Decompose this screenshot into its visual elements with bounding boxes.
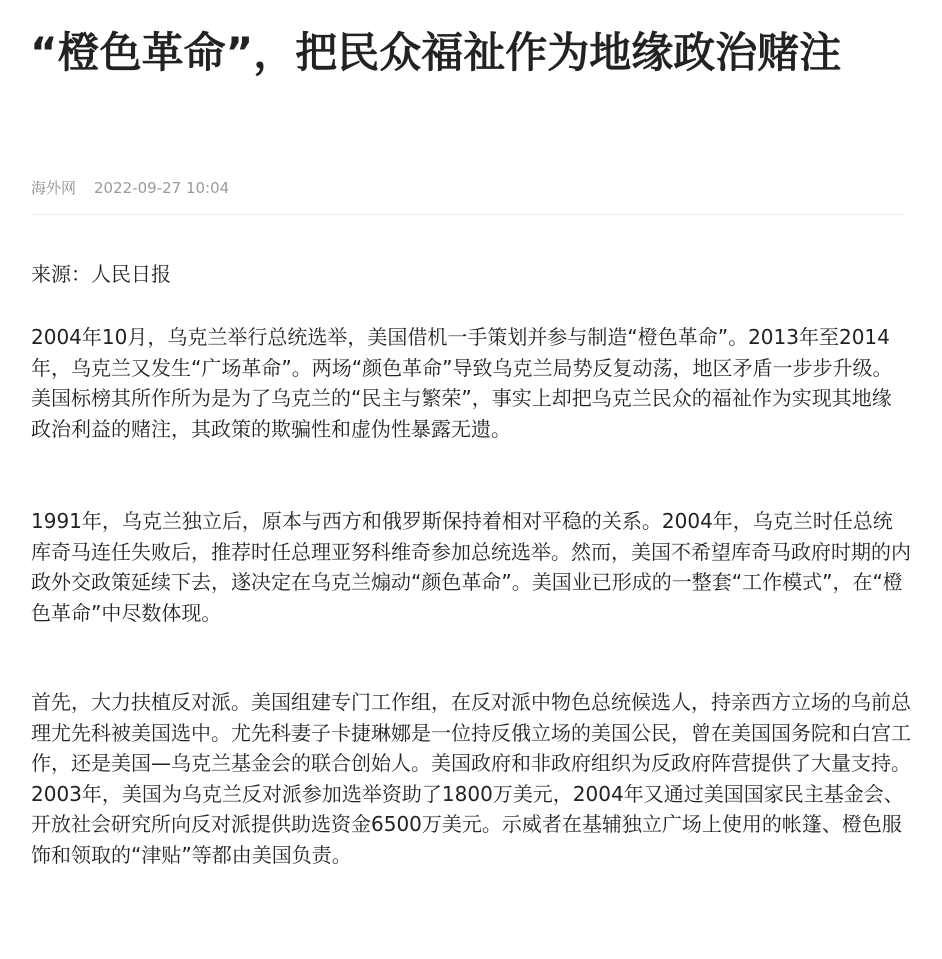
publish-date: 2022-09-27 10:04	[94, 179, 230, 197]
divider	[31, 214, 906, 215]
source-line: 来源：人民日报	[31, 262, 171, 286]
source-site[interactable]: 海外网	[31, 179, 77, 197]
article-meta	[31, 178, 229, 198]
paragraph: 2004年10月，乌克兰举行总统选举，美国借机一手策划并参与制造“橙色革命”。2013年至2014年，乌克兰又发生“广场革命”。两场“颜色革命”导致乌克兰局势反复动荡，地区矛盾一步步升级。美国标榜其所作所为是为了乌克兰的“民主与繁荣”，事实上却把乌克兰民众的福祉作为实现其地缘政治利益的赌注，其政策的欺骗性和虚伪性暴露无遗。	[31, 325, 893, 441]
article-title: “橙色革命”，把民众福祉作为地缘政治赌注	[30, 28, 842, 77]
paragraph: 首先，大力扶植反对派。美国组建专门工作组，在反对派中物色总统候选人，持亲西方立场的乌前总理尤先科被美国选中。尤先科妻子卡捷琳娜是一位持反俄立场的美国公民，曾在美国国务院和白宫工作，还是美国—乌克兰基金会的联合创始人。美国政府和非政府组织为反政府阵营提供了大量支持。2003年，美国为乌克兰反对派参加选举资助了1800万美元，2004年又通过美国国家民主基金会、开放社会研究所向反对派提供助选资金6500万美元。示威者在基辅独立广场上使用的帐篷、橙色服饰和领取的“津贴”等都由美国负责。	[31, 690, 911, 867]
paragraph: 1991年，乌克兰独立后，原本与西方和俄罗斯保持着相对平稳的关系。2004年，乌克兰时任总统库奇马连任失败后，推荐时任总理亚努科维奇参加总统选举。然而，美国不希望库奇马政府时期的内政外交政策延续下去，遂决定在乌克兰煽动“颜色革命”。美国业已形成的一整套“工作模式”，在“橙色革命”中尽数体现。	[31, 509, 911, 625]
